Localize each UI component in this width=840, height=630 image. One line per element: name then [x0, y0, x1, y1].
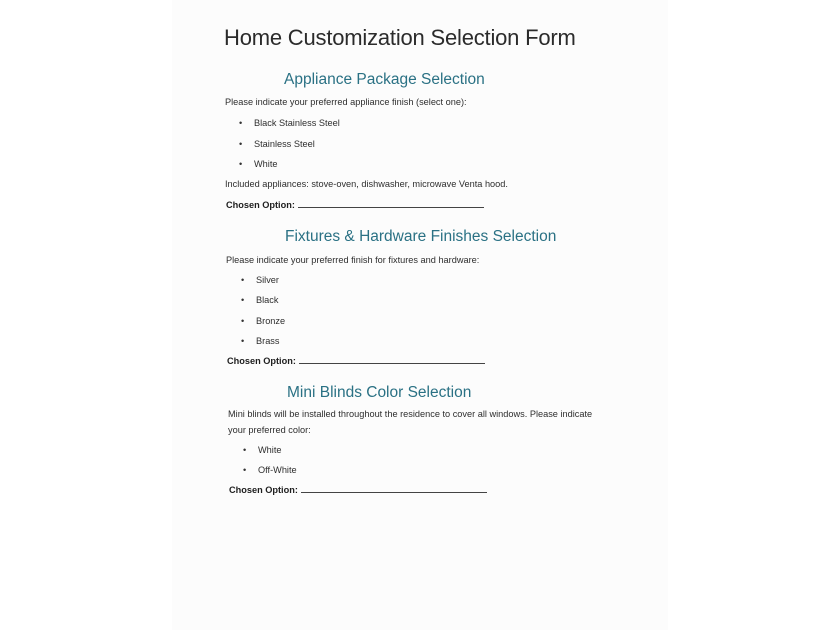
appliance-chosen-option: [226, 200, 484, 210]
appliance-note: Included appliances: stove-oven, dishwasher, microwave Venta hood.: [225, 179, 508, 189]
blinds-option: • White: [258, 445, 282, 455]
fixtures-option: • Silver: [256, 275, 279, 285]
section-heading-appliance: Appliance Package Selection: [284, 71, 485, 88]
section-heading-blinds: Mini Blinds Color Selection: [287, 384, 472, 401]
appliance-intro: Please indicate your preferred appliance finish (select one):: [225, 97, 467, 107]
appliance-option: • White: [254, 159, 278, 169]
fixtures-intro: Please indicate your preferred finish for fixtures and hardware:: [226, 255, 480, 265]
fixtures-option: • Bronze: [256, 316, 285, 326]
fixtures-option: • Brass: [256, 336, 280, 346]
blinds-chosen-field[interactable]: [301, 491, 487, 493]
fixtures-chosen-option: [227, 356, 485, 366]
blinds-intro-line1: Mini blinds will be installed throughout the residence to cover all windows. Please indicate: [228, 409, 593, 419]
appliance-option: • Stainless Steel: [254, 139, 315, 149]
blinds-option: • Off-White: [258, 465, 297, 475]
form-title: Home Customization Selection Form: [224, 25, 576, 50]
chosen-option-label: Chosen Option:: [226, 200, 295, 210]
appliance-chosen-field[interactable]: [298, 206, 484, 208]
section-heading-fixtures: Fixtures & Hardware Finishes Selection: [285, 228, 557, 245]
fixtures-option: • Black: [256, 295, 278, 305]
fixtures-chosen-field[interactable]: [299, 362, 485, 364]
chosen-option-label: Chosen Option:: [229, 485, 298, 495]
blinds-chosen-option: [229, 485, 487, 495]
document-page: [172, 0, 668, 630]
appliance-option: • Black Stainless Steel: [254, 118, 340, 128]
blinds-intro-line2: your preferred color:: [228, 425, 311, 435]
chosen-option-label: Chosen Option:: [227, 356, 296, 366]
